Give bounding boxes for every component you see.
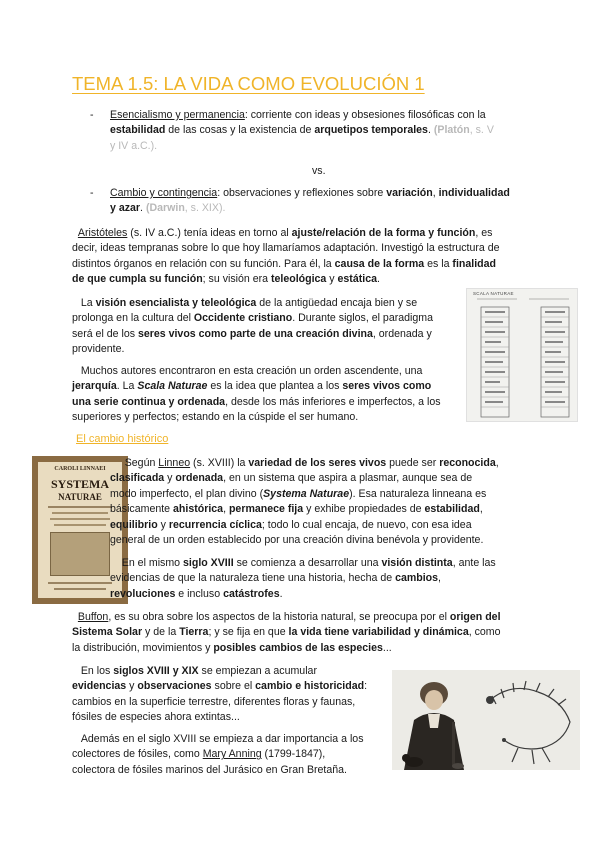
mary-anning-drawing bbox=[392, 670, 580, 770]
bullet-cambio: - Cambio y contingencia: observaciones y reflexiones sobre variación, individualidad y azar. (Darwin, s. XIX). bbox=[90, 187, 510, 215]
versus-label: vs. bbox=[312, 165, 326, 177]
mary-anning-portrait-image bbox=[392, 670, 580, 770]
page-title: TEMA 1.5: LA VIDA COMO EVOLUCIÓN 1 bbox=[72, 73, 425, 94]
paragraph-siglo-xviii: En el mismo siglo XVIII se comienza a desarrollar una visión distinta, ante las evidencias de que la naturaleza tiene una historia, hecha de cambios, revoluciones e incluso catástrofes. bbox=[110, 557, 496, 600]
bullet-esencialismo: - Esencialismo y permanencia: corriente con ideas y obsesiones filosóficas con la estabilidad de las cosas y la existencia de arquetipos temporales. (Platón, s. V y IV a.C.). bbox=[90, 109, 494, 152]
scala-naturae-illustration bbox=[466, 288, 578, 422]
scala-naturae-header: SCALA NATURAE bbox=[473, 291, 514, 296]
paragraph-buffon: Buffon, es su obra sobre los aspectos de la historia natural, se preocupa por el origen del Sistema Solar y de la Tierra; y se fija en que la vida tiene variabilidad y dinámica, como la distribución, movimientos y posibles cambios de las especies... bbox=[72, 611, 501, 654]
term-esencialismo: Esencialismo y permanencia bbox=[110, 109, 245, 121]
paragraph-vision-esencialista: La visión esencialista y teleológica de la antigüedad encaja bien y se prolonga en la cultura del Occidente cristiano. Durante siglos, el paradigma será el de los seres vivos como parte de una creación divina, ordenada y providente. bbox=[72, 297, 433, 356]
bullet-dash: - bbox=[90, 187, 94, 199]
term-cambio: Cambio y contingencia bbox=[110, 187, 218, 199]
scala-naturae-columns bbox=[467, 289, 578, 422]
paragraph-scala-naturae: Muchos autores encontraron en esta creación un orden ascendente, una jerarquía. La Scala Naturae es la idea que plantea a los seres vivos como una serie continua y ordenada, desde los más inferiores e imperfectos, a los superiores y perfectos; estando en la cúspide el ser humano. bbox=[72, 365, 441, 424]
paragraph-mary-anning: Además en el siglo XVIII se empieza a dar importancia a los colectores de fósiles, como Mary Anning (1799-1847), colectora de fósiles marinos del Jurásico en Gran Bretaña. bbox=[72, 733, 364, 776]
bullet-dash: - bbox=[90, 109, 94, 121]
paragraph-siglos-xviii-xix: En los siglos XVIII y XIX se empiezan a acumular evidencias y observaciones sobre el cambio e historicidad: cambios en la superficie terrestre, diferentes floras y faunas, fósiles de especies ahora extintas... bbox=[72, 665, 368, 724]
paragraph-linneo: Según Linneo (s. XVIII) la variedad de los seres vivos puede ser reconocida, clasificada y ordenada, en un sistema que aspira a plasmar, aunque sea de modo imperfecto, el plan divino (Systema Naturae). Esa naturaleza linneana es básicamente ahistórica, permanece fija y exhibe propiedades de estabilidad, equilibrio y recurrencia cíclica; todo lo cual encaja, de nuevo, con esa idea general de un orden establecido por una creación divina benévola y providente. bbox=[110, 457, 499, 547]
section-heading-cambio-historico: El cambio histórico bbox=[76, 433, 169, 445]
paragraph-aristoteles: Aristóteles (s. IV a.C.) tenía ideas en torno al ajuste/relación de la forma y función, es decir, ideas tempranas sobre lo que hoy llamaríamos adaptación. Investigó la estructura de distintos órganos en relación con su función. Para él, la causa de la forma es la finalidad de que cumpla su función; su visión era teleológica y estática. bbox=[72, 227, 500, 286]
systema-naturae-book-image: CAROLI LINNAEI SYSTEMA NATURAE bbox=[32, 456, 128, 604]
